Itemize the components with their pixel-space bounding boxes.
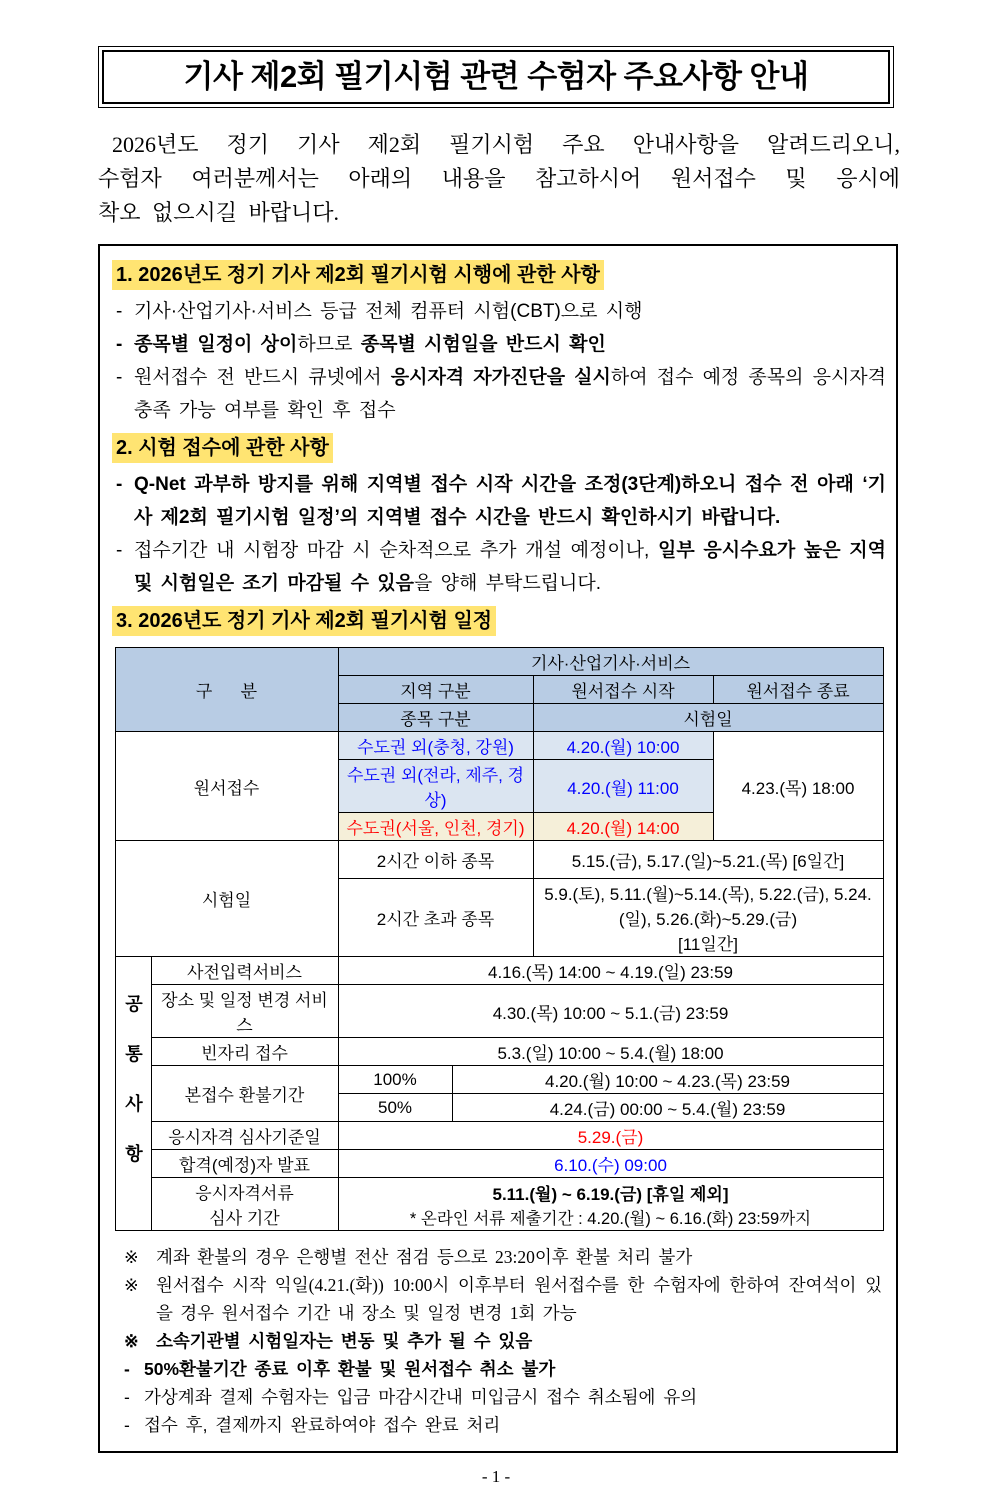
section-3 [112, 600, 886, 641]
refund-value-cell: 4.24.(금) 00:00 ~ 5.4.(월) 23:59 [452, 1094, 883, 1122]
note-item [124, 1271, 882, 1327]
header-region: 지역 구분 [338, 676, 533, 704]
header-category: 종목 구분 [338, 704, 533, 732]
note-item [124, 1355, 882, 1383]
note-text: 계좌 환불의 경우 은행별 전산 점검 등으로 23:20이후 환불 처리 불가 [156, 1247, 693, 1267]
refund-pct-cell: 100% [338, 1066, 452, 1094]
common-row-label: 응시자격 심사기준일 [151, 1122, 338, 1150]
bullet-marker: - [116, 334, 123, 355]
start-time-cell: 4.20.(월) 11:00 [533, 760, 713, 813]
note-text: 원서접수 시작 익일(4.21.(화)) 10:00시 이후부터 원서접수를 한 수험자에 한하여 잔여석이 있을 경우 원서접수 기간 내 장소 및 일정 변경 1회 가능 [156, 1275, 882, 1323]
exam-days-label: 시험일 [115, 841, 338, 957]
intro-paragraph [98, 128, 900, 230]
region-cell: 수도권 외(전라, 제주, 경상) [338, 760, 533, 813]
section-1 [112, 254, 886, 427]
note-item [124, 1243, 882, 1271]
intro-line: 착오 없으시길 바랍니다. [98, 200, 340, 225]
intro-line: 2026년도 정기 기사 제2회 필기시험 주요 안내사항을 알려드리오니, [112, 132, 900, 157]
exam-dates-line: [11일간] [678, 935, 738, 954]
header-end: 원서접수 종료 [713, 676, 883, 704]
section-1-heading: 1. 2026년도 정기 기사 제2회 필기시험 시행에 관한 사항 [112, 260, 604, 290]
region-cell: 수도권 외(충청, 강원) [338, 732, 533, 760]
start-time-cell: 4.20.(월) 10:00 [533, 732, 713, 760]
common-row-label: 본접수 환불기간 [151, 1066, 338, 1122]
common-row-value [338, 1178, 883, 1231]
bullet-text: 기사·산업기사·서비스 등급 전체 컴퓨터 시험(CBT)으로 시행 [134, 301, 643, 322]
common-row-value: 5.29.(금) [338, 1122, 883, 1150]
note-marker: - [124, 1415, 130, 1435]
common-row-label: 응시자격서류 심사 기간 [151, 1178, 338, 1231]
start-time-cell: 4.20.(월) 14:00 [533, 813, 713, 841]
bullet-item [116, 361, 886, 427]
note-item [124, 1411, 882, 1439]
note-marker: ※ [124, 1275, 139, 1295]
common-row-value: 6.10.(수) 09:00 [338, 1150, 883, 1178]
note-item [124, 1327, 882, 1355]
exam-dates-cell [533, 879, 883, 957]
note-text: 접수 후, 결제까지 완료하여야 접수 완료 처리 [144, 1415, 501, 1435]
vertical-common-label: 공통사항 [115, 957, 151, 1231]
common-row [115, 1122, 883, 1150]
document-page [0, 46, 992, 1487]
note-marker: - [124, 1387, 130, 1407]
common-row-value: 5.3.(일) 10:00 ~ 5.4.(월) 18:00 [338, 1038, 883, 1066]
end-time-cell: 4.23.(목) 18:00 [713, 732, 883, 841]
common-row [115, 1178, 883, 1231]
common-row [115, 1038, 883, 1066]
exam-day-row [115, 841, 883, 879]
note-item [124, 1383, 882, 1411]
header-gubun: 구 분 [115, 648, 338, 732]
common-row-label: 빈자리 접수 [151, 1038, 338, 1066]
note-marker: ※ [124, 1331, 139, 1351]
region-cell: 수도권(서울, 인천, 경기) [338, 813, 533, 841]
bullet-marker: - [116, 367, 123, 388]
note-marker: ※ [124, 1247, 139, 1267]
refund-pct-cell: 50% [338, 1094, 452, 1122]
bullet-item [116, 295, 886, 328]
bullet-item [116, 534, 886, 600]
application-row [115, 732, 883, 760]
common-row [115, 1150, 883, 1178]
common-row [115, 985, 883, 1038]
common-row-label: 합격(예정)자 발표 [151, 1150, 338, 1178]
notes-section [124, 1243, 882, 1439]
common-row-value: 4.16.(목) 14:00 ~ 4.19.(일) 23:59 [338, 957, 883, 985]
exam-dates-cell: 5.15.(금), 5.17.(일)~5.21.(목) [6일간] [533, 841, 883, 879]
note-marker: - [124, 1359, 130, 1379]
refund-value-cell: 4.20.(월) 10:00 ~ 4.23.(목) 23:59 [452, 1066, 883, 1094]
application-label: 원서접수 [115, 732, 338, 841]
table-header-row [115, 648, 883, 676]
common-row [115, 957, 883, 985]
exam-dates-line: 5.9.(토), 5.11.(월)~5.14.(목), 5.22.(금), 5.24.(일), 5.26.(화)~5.29.(금) [544, 885, 872, 929]
bullet-marker: - [116, 301, 123, 322]
section-3-heading: 3. 2026년도 정기 기사 제2회 필기시험 일정 [112, 606, 496, 636]
common-row-label: 장소 및 일정 변경 서비스 [151, 985, 338, 1038]
content-box [98, 244, 898, 1453]
title-box [98, 46, 894, 108]
note-text: 가상계좌 결제 수험자는 입금 마감시간내 미입금시 접수 취소됨에 유의 [144, 1387, 698, 1407]
bullet-text: 종목별 일정이 상이하므로 종목별 시험일을 반드시 확인 [134, 334, 606, 355]
duration-category-cell: 2시간 이하 종목 [338, 841, 533, 879]
page-number: - 1 - [481, 1467, 511, 1486]
note-text: 소속기관별 시험일자는 변동 및 추가 될 수 있음 [156, 1331, 533, 1351]
intro-line: 수험자 여러분께서는 아래의 내용을 참고하시어 원서접수 및 응시에 [98, 166, 900, 191]
duration-category-cell: 2시간 초과 종목 [338, 879, 533, 957]
bullet-marker: - [116, 474, 123, 495]
schedule-table [115, 647, 884, 1231]
header-group: 기사·산업기사·서비스 [338, 648, 883, 676]
section-2-heading: 2. 시험 접수에 관한 사항 [112, 433, 333, 463]
section-2 [112, 427, 886, 600]
doc-review-period: 5.11.(월) ~ 6.19.(금) [휴일 제외] [492, 1184, 729, 1204]
bullet-text: 접수기간 내 시험장 마감 시 순차적으로 추가 개설 예정이나, 일부 응시수요가 높은 지역 및 시험일은 조기 마감될 수 있음을 양해 부탁드립니다. [134, 540, 886, 594]
bullet-marker: - [116, 540, 123, 561]
note-text: 50%환불기간 종료 이후 환불 및 원서접수 취소 불가 [144, 1359, 556, 1379]
bullet-text: 원서접수 전 반드시 큐넷에서 응시자격 자가진단을 실시하여 접수 예정 종목의 응시자격 충족 가능 여부를 확인 후 접수 [134, 367, 887, 421]
bullet-item [116, 468, 886, 534]
bullet-item [116, 328, 886, 361]
common-row [115, 1066, 883, 1094]
bullet-text: Q-Net 과부하 방지를 위해 지역별 접수 시작 시간을 조정(3단계)하오니 접수 전 아래 ‘기사 제2회 필기시험 일정’의 지역별 접수 시간을 반드시 확인하시기 바랍니다. [134, 474, 886, 528]
common-row-value: 4.30.(목) 10:00 ~ 5.1.(금) 23:59 [338, 985, 883, 1038]
doc-review-note: * 온라인 서류 제출기간 : 4.20.(월) ~ 6.16.(화) 23:59까지 [409, 1209, 812, 1228]
page-title: 기사 제2회 필기시험 관련 수험자 주요사항 안내 [102, 50, 890, 104]
common-row-label: 사전입력서비스 [151, 957, 338, 985]
header-exam-day: 시험일 [533, 704, 883, 732]
header-start: 원서접수 시작 [533, 676, 713, 704]
